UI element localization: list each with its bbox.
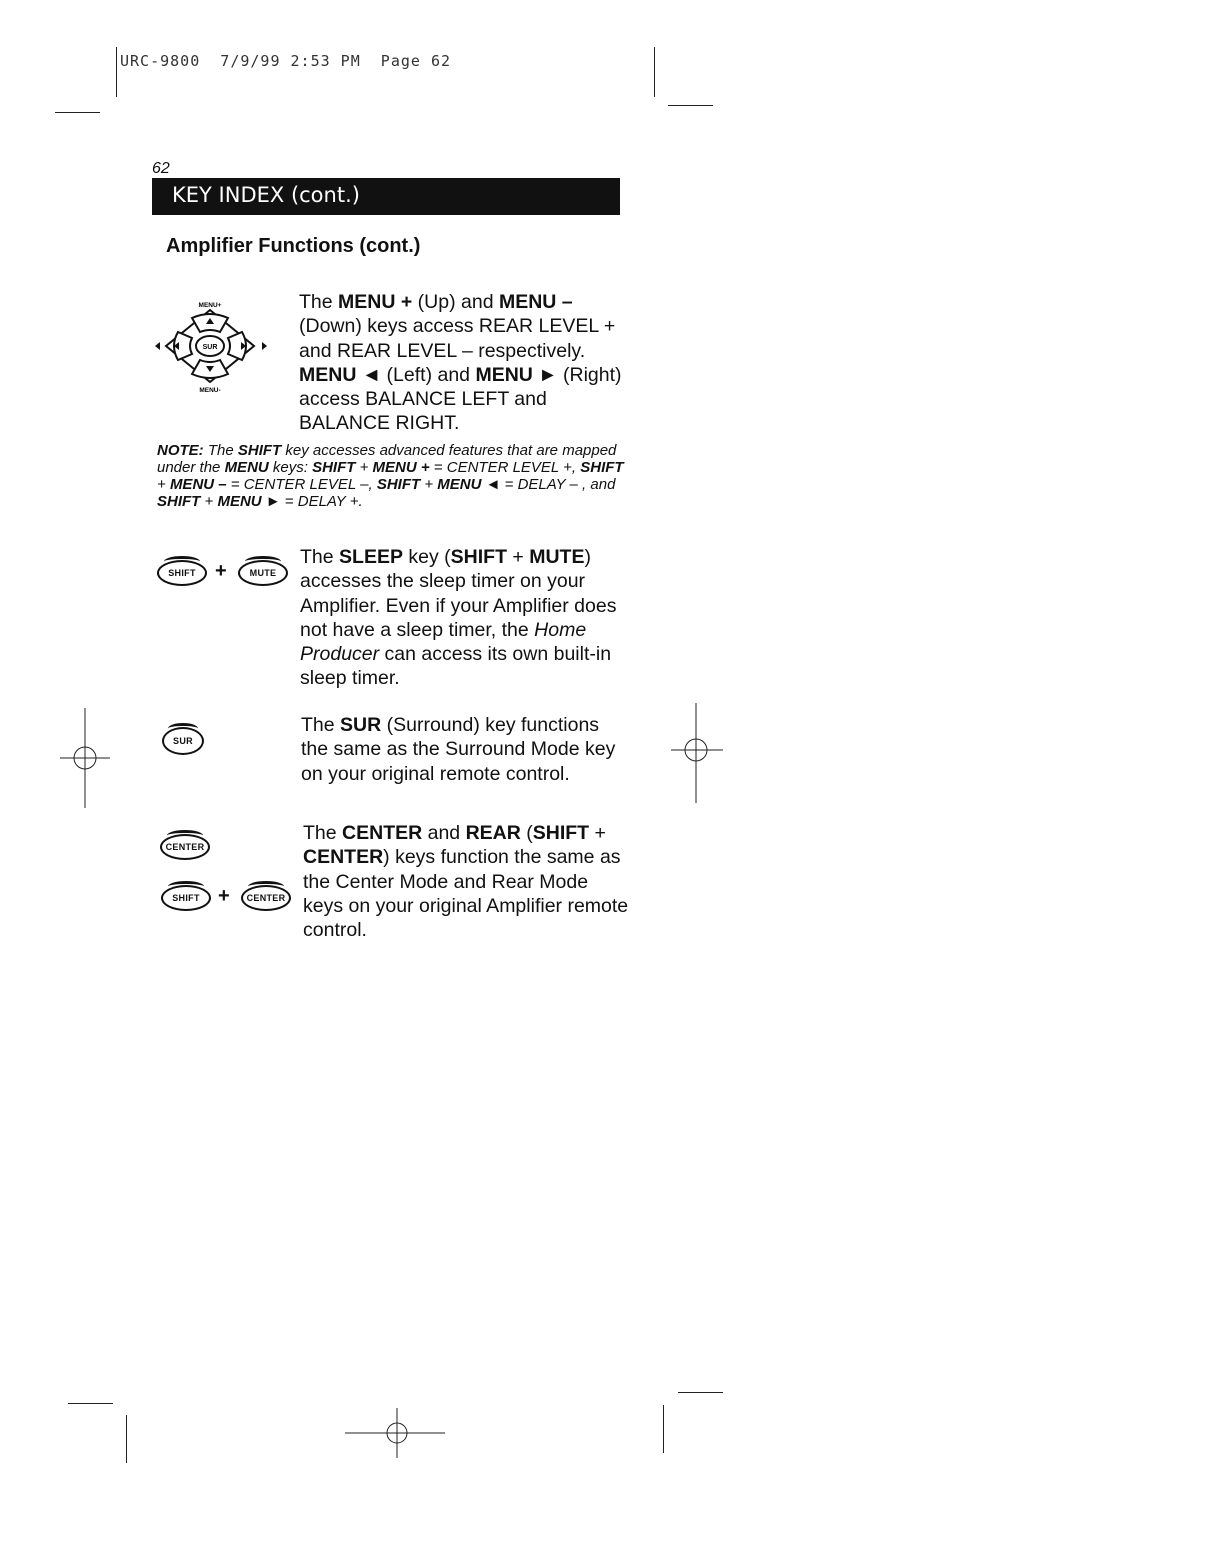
center-key-icon: CENTER — [160, 834, 210, 860]
sur-key-description: The SUR (Surround) key functions the same as the Surround Mode key on your original remote control. — [301, 714, 616, 785]
center-key-icon-2: CENTER — [241, 885, 291, 911]
crop-mark-top-left — [116, 47, 117, 97]
print-slug: URC-9800 7/9/99 2:53 PM Page 62 — [120, 52, 452, 70]
shift-key-icon: SHIFT — [157, 560, 207, 586]
page-number: 62 — [152, 160, 170, 177]
menu-plus-label: MENU+ — [198, 302, 222, 309]
sur-key-icon: SUR — [162, 727, 204, 755]
sleep-key-description: The SLEEP key (SHIFT + MUTE) accesses the sleep timer on your Amplifier. Even if your Amplifier does not have a sleep timer, the Home Producer can access its own built-in sleep timer. — [300, 546, 617, 690]
section-title-bar — [152, 178, 620, 215]
shift-note: NOTE: The SHIFT key accesses advanced features that are mapped under the MENU keys: SHIFT + MENU + = CENTER LEVEL +, SHIFT + MENU – = CENTER LEVEL –, SHIFT + MENU ◄ = DELAY – , and SHIFT + MENU ► = DELAY +. — [157, 442, 624, 510]
crop-mark-top-right — [654, 47, 655, 97]
mute-key-icon: MUTE — [238, 560, 288, 586]
menu-direction-pad-icon — [148, 296, 280, 396]
registration-mark-bottom — [340, 1408, 450, 1460]
menu-keys-description: The MENU + (Up) and MENU – (Down) keys access REAR LEVEL + and REAR LEVEL – respectively. MENU ◄ (Left) and MENU ► (Right) access BALANCE LEFT and BALANCE RIGHT. — [299, 291, 622, 435]
crop-mark-bottom-left-h — [68, 1403, 113, 1404]
center-rear-description: The CENTER and REAR (SHIFT + CENTER) keys function the same as the Center Mode and Rear Mode keys on your original Amplifier remote control. — [303, 822, 629, 942]
center-sur-label: SUR — [202, 344, 218, 351]
plus-sign-2: + — [218, 885, 230, 907]
crop-mark-bottom-right-h — [678, 1392, 723, 1393]
section-title: KEY INDEX (cont.) — [172, 183, 360, 207]
menu-minus-label: MENU- — [199, 387, 221, 394]
crop-mark-top-right-h — [668, 105, 713, 106]
shift-key-icon-2: SHIFT — [161, 885, 211, 911]
crop-mark-bottom-left — [126, 1415, 127, 1463]
crop-mark-top-left-h — [55, 112, 100, 113]
subheading: Amplifier Functions (cont.) — [166, 235, 421, 257]
registration-mark-left — [55, 708, 115, 808]
plus-sign: + — [215, 560, 227, 582]
crop-mark-bottom-right — [663, 1405, 664, 1453]
registration-mark-right — [668, 703, 728, 803]
